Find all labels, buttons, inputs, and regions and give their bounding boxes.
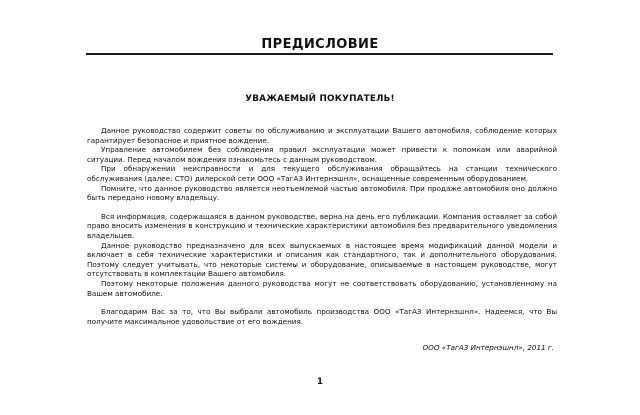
paragraph-spacer <box>87 298 557 307</box>
paragraph-spacer <box>87 203 557 212</box>
paragraph: Поэтому некоторые положения данного руководства могут не соответствовать оборудованию, установленному на Вашем автомобиле. <box>87 278 557 298</box>
signature: ООО «ТагАЗ Интернэшнл», 2011 г. <box>422 343 554 352</box>
paragraph: Данное руководство содержит советы по обслуживанию и эксплуатации Вашего автомобиля, соблюдение которых гарантирует безопасное и приятное вождение. <box>87 126 557 145</box>
paragraph: Помните, что данное руководство является неотъемлемой частью автомобиля. При продаже автомобиля оно должно быть передано новому владельцу. <box>87 183 557 203</box>
paragraph: При обнаружении неисправности и для текущего обслуживания обращайтесь на станции технического обслуживания (далее: СТО) дилерской сети ООО «ТагАЗ Интернэшнл», оснащенные современным оборудованием. <box>87 164 557 183</box>
paragraph: Управление автомобилем без соблюдения правил эксплуатации может привести к поломкам или аварийной ситуации. Перед началом вождения ознакомьтесь с данным руководством. <box>87 145 557 164</box>
page-number: 1 <box>317 377 323 387</box>
paragraph: Благодарим Вас за то, что Вы выбрали автомобиль производства ООО «ТагАЗ Интернэшнл». Надеемся, что Вы получите максимальное удовольствие от его вождения. <box>87 307 557 326</box>
title-underline <box>86 53 553 55</box>
greeting-heading: УВАЖАЕМЫЙ ПОКУПАТЕЛЬ! <box>245 94 395 104</box>
paragraph: Данное руководство предназначено для всех выпускаемых в настоящее время модификаций данной модели и включает в себя технические характеристики и описания как стандартного, так и дополнительного оборудования. Поэтому следует учитывать, что некоторые системы и оборудование, описываемые в настоящем руководстве, могут отсутствовать в комплектации Вашего автомобиля. <box>87 240 557 279</box>
page-title: ПРЕДИСЛОВИЕ <box>261 37 379 52</box>
body-text <box>87 126 557 326</box>
paragraph: Вся информация, содержащаяся в данном руководстве, верна на день его публикации. Компания оставляет за собой право вносить изменения в конструкцию и технические характеристики автомобиля без предварительного уведомления владельцев. <box>87 211 557 240</box>
